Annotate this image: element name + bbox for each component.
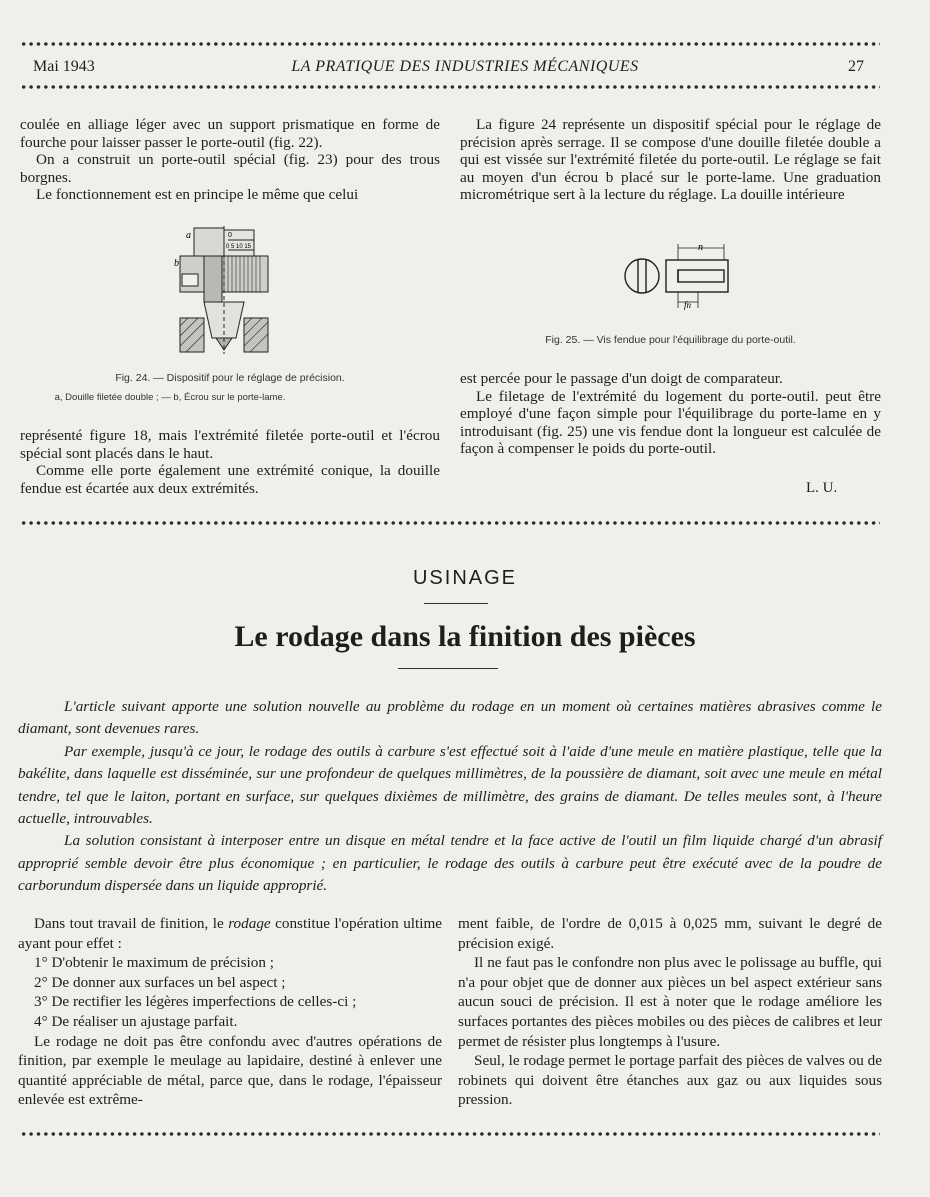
top-right-column-continued — [460, 370, 881, 458]
issue-date: Mai 1943 — [33, 58, 95, 75]
section-underline — [424, 603, 488, 604]
section-separator-rule — [20, 520, 880, 526]
list-item: 4° De réaliser un ajustage parfait. — [34, 1012, 238, 1030]
fig24-label-0: 0 — [228, 232, 232, 239]
figure-24-caption: Fig. 24. — Dispositif pour le réglage de précision. — [115, 372, 345, 384]
article-title: Le rodage dans la finition des pièces — [234, 620, 696, 653]
paragraph: Seul, le rodage permet le portage parfait des pièces de valves ou de robinets qui doivent être étanches aux gaz ou aux liquides sous pression. — [458, 1052, 882, 1109]
figure-24-legend: a, Douille filetée double ; — b, Écrou sur le porte-lame. — [54, 392, 286, 403]
intro-paragraph: L'article suivant apporte une solution nouvelle au problème du rodage en un moment où certaines matières abrasives comme le diamant, sont devenues rares. — [18, 698, 882, 738]
text-run: Dans tout travail de finition, le — [34, 915, 229, 932]
fig24-scale: 0 5 10 15 — [226, 244, 252, 250]
paragraph: ment faible, de l'ordre de 0,015 à 0,025 mm, suivant le degré de précision exigé. — [458, 915, 882, 952]
figure-24-drawing — [172, 226, 277, 356]
title-underline — [398, 668, 498, 669]
paragraph: Le filetage de l'extrémité du logement du porte-outil. peut être employé d'une façon simple pour l'équilibrage du porte-lame en y introduisant (fig. 25) une vis fendue dont la longueur est calculée de façon à compenser le poids du porte-outil. — [460, 387, 881, 458]
paragraph: Il ne faut pas le confondre non plus avec le polissage au buffle, qui n'a pour objet que de donner aux pièces un bel aspect extérieur sans aucun souci de précision. Il est à noter que le rodage améliore les surfaces portantes des pièces mobiles ou des pièces de calibres et leur permet de résister plus longtemps à l'usure. — [458, 954, 882, 1050]
paragraph: La figure 24 représente un dispositif spécial pour le réglage de précision après serrage. Il se compose d'une douille filetée double a qui est vissée sur l'extrémité filetée du porte-outil. Le réglage se fait au moyen d'un écrou b placé sur le porte-lame. Une graduation micrométrique sert à la lecture du réglage. La douille intérieure — [460, 116, 881, 204]
header-top-rule — [20, 41, 880, 47]
journal-title: LA PRATIQUE DES INDUSTRIES MÉCANIQUES — [291, 58, 639, 75]
article-intro — [18, 696, 882, 898]
section-label: USINAGE — [412, 567, 518, 589]
top-left-column — [20, 116, 440, 204]
body-right-column — [458, 914, 882, 1110]
top-right-column — [460, 116, 881, 204]
fig24-label-a: a — [186, 230, 191, 241]
list-item: 3° De rectifier les légères imperfections de celles-ci ; — [34, 993, 357, 1011]
paragraph: Le rodage ne doit pas être confondu avec d'autres opérations de finition, par exemple le meulage au lapidaire, destiné à enlever une quantité appréciable de métal, parce que, dans le rodage, l'épaisseur enlevée est extrême- — [18, 1032, 442, 1109]
figure-25-drawing — [620, 240, 735, 312]
paragraph: est percée pour le passage d'un doigt de comparateur. — [460, 370, 783, 387]
body-left-column — [18, 914, 442, 1110]
figure-25-caption: Fig. 25. — Vis fendue pour l'équilibrage du porte-outil. — [545, 334, 796, 346]
footer-rule — [20, 1131, 880, 1137]
paragraph — [18, 914, 442, 953]
paragraph: Le fonctionnement est en principe le même que celui — [36, 186, 359, 204]
intro-paragraph: La solution consistant à interposer entre un disque en métal tendre et la face active de l'outil un film liquide chargé d'un abrasif approprié semble devoir être plus économique ; en particulier, le rodage des outils à carbure peut être exécuté avec de la poudre de carborundum dispersée dans un liquide approprié. — [18, 832, 882, 895]
paragraph: Comme elle porte également une extrémité conique, la douille fendue est écartée aux deux extrémités. — [20, 462, 440, 497]
fig24-label-b: b — [174, 258, 179, 269]
paragraph: coulée en alliage léger avec un support prismatique en forme de fourche pour laisser passer le porte-outil (fig. 22). — [20, 116, 440, 151]
list-item: 2° De donner aux surfaces un bel aspect ; — [34, 973, 286, 991]
fig25-label-fn: fn — [684, 300, 692, 310]
intro-paragraph: Par exemple, jusqu'à ce jour, le rodage des outils à carbure s'est effectué soit à l'aide d'une meule en matière plastique, telle que la bakélite, dans laquelle est disséminée, sur une profondeur de quelques millimètres, de la poussière de diamant, soit avec une meule en métal tendre, tel que le laiton, portant en surface, sur quelques dixièmes de millimètre, des grains de diamant. De telles meules sont, à l'heure actuelle, introuvables. — [18, 742, 882, 828]
paragraph: représenté figure 18, mais l'extrémité filetée porte-outil et l'écrou spécial sont placés dans le haut. — [20, 427, 440, 462]
emphasis: rodage — [228, 915, 271, 932]
text-run: constitue l'opération ultime ayant pour effet : — [18, 915, 442, 952]
list-item: 1° D'obtenir le maximum de précision ; — [34, 954, 274, 972]
top-left-column-continued — [20, 427, 440, 497]
header-bottom-rule — [20, 84, 880, 90]
signature: L. U. — [806, 480, 838, 496]
paragraph: On a construit un porte-outil spécial (fig. 23) pour des trous borgnes. — [20, 151, 440, 186]
fig25-label-n: n — [698, 242, 703, 253]
page-number: 27 — [848, 58, 864, 75]
